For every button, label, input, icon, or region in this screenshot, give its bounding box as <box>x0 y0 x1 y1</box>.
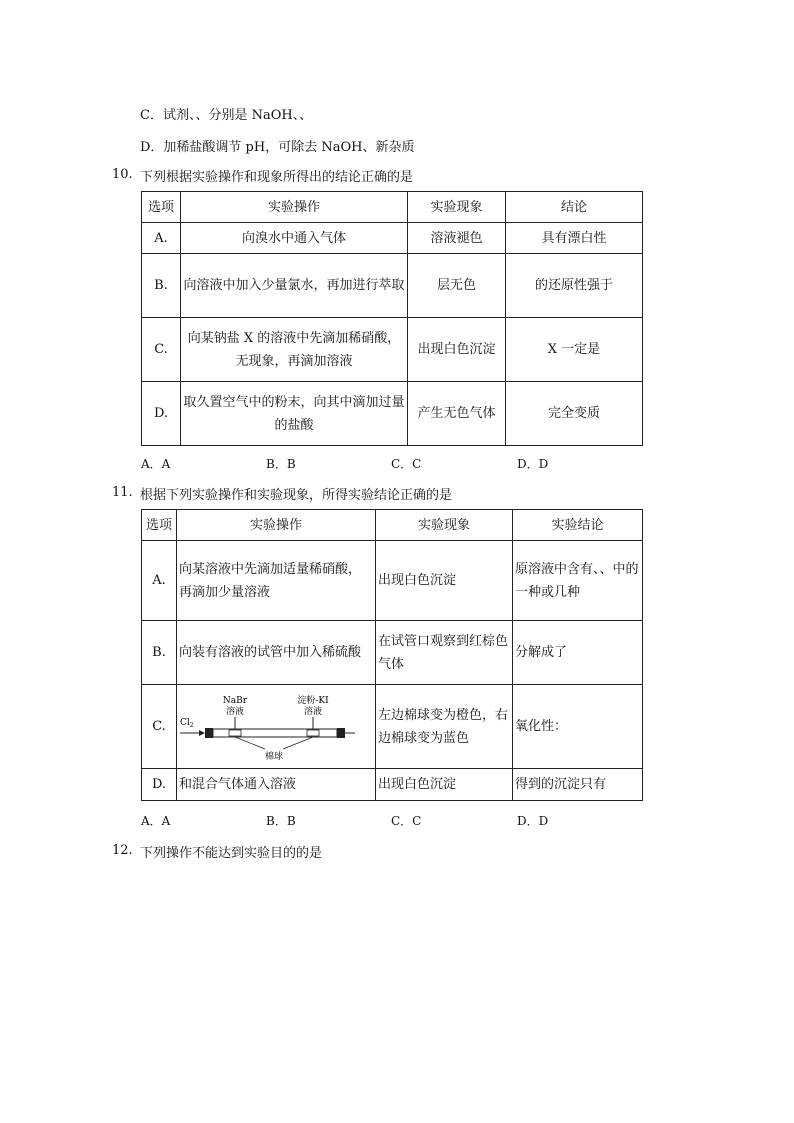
q11-row-a-operation: 向某溶液中先滴加适量稀硝酸，再滴加少量溶液 <box>177 541 376 621</box>
q10-row-c-phenomenon: 出现白色沉淀 <box>408 318 506 382</box>
table-row <box>142 769 643 801</box>
q11-number: 11. <box>112 485 133 500</box>
q10-row-b-option: B. <box>142 254 181 318</box>
q10-row-b-phenomenon: 层无色 <box>408 254 506 318</box>
table-row <box>142 318 643 382</box>
q11-header-row <box>142 510 643 541</box>
q10-stem: 下列根据实验操作和现象所得出的结论正确的是 <box>140 170 414 185</box>
q12-stem: 下列操作不能达到实验目的的是 <box>140 846 323 861</box>
right-stopper <box>337 728 345 738</box>
table-row <box>142 382 643 446</box>
ki-label-1: 淀粉-KI <box>297 695 329 706</box>
q9-option-d: D．加稀盐酸调节 pH，可除去 NaOH、新杂质 <box>140 140 415 155</box>
q11-row-b-phenomenon: 在试管口观察到红棕色气体 <box>376 621 513 685</box>
q11-choice-b: B．B <box>266 814 296 828</box>
q10-row-a-option: A. <box>142 223 181 254</box>
q11-header-conclusion: 实验结论 <box>513 510 643 541</box>
cl2-label: $Cl_2$ <box>180 717 194 729</box>
apparatus-diagram <box>177 687 374 767</box>
cotton-leader-left <box>235 737 265 749</box>
table-row <box>142 254 643 318</box>
q11-row-a-phenomenon: 出现白色沉淀 <box>376 541 513 621</box>
q10-choice-a: A．A <box>141 457 171 471</box>
q10-header-conclusion: 结论 <box>506 192 643 223</box>
q10-header-row <box>142 192 643 223</box>
table-row <box>142 685 643 769</box>
table-row <box>142 223 643 254</box>
q9-option-c: C．试剂、、分别是 NaOH、、 <box>140 108 313 123</box>
q10-row-c-option: C. <box>142 318 181 382</box>
q11-choices <box>0 812 794 832</box>
q10-row-d-conclusion: 完全变质 <box>506 382 643 446</box>
q10-header-option: 选项 <box>142 192 181 223</box>
q11-header-option: 选项 <box>142 510 177 541</box>
q10-row-c-operation: 向某钠盐 X 的溶液中先滴加稀硝酸，无现象，再滴加溶液 <box>181 318 408 382</box>
q11-choice-a: A．A <box>141 814 171 828</box>
q10-row-d-option: D. <box>142 382 181 446</box>
q10-row-b-operation: 向溶液中加入少量氯水，再加进行萃取 <box>181 254 408 318</box>
q11-choice-c: C．C <box>391 814 422 828</box>
q11-row-d-phenomenon: 出现白色沉淀 <box>376 769 513 801</box>
right-cotton-ball <box>307 730 319 736</box>
q11-row-c-apparatus-cell <box>177 685 376 769</box>
q10-choice-d: D．D <box>517 457 549 471</box>
q10-header-operation: 实验操作 <box>181 192 408 223</box>
q10-row-a-phenomenon: 溶液褪色 <box>408 223 506 254</box>
q10-choice-b: B．B <box>266 457 296 471</box>
gas-arrow-head-icon <box>199 730 205 736</box>
q10-row-d-phenomenon: 产生无色气体 <box>408 382 506 446</box>
q10-row-a-conclusion: 具有漂白性 <box>506 223 643 254</box>
q10-row-c-conclusion: X 一定是 <box>506 318 643 382</box>
left-cotton-ball <box>229 730 241 736</box>
nabr-label-2: 溶液 <box>225 706 245 717</box>
q10-row-d-operation: 取久置空气中的粉末，向其中滴加过量的盐酸 <box>181 382 408 446</box>
q11-header-phenomenon: 实验现象 <box>376 510 513 541</box>
q10-header-phenomenon: 实验现象 <box>408 192 506 223</box>
q11-row-c-phenomenon: 左边棉球变为橙色，右边棉球变为蓝色 <box>376 685 513 769</box>
q11-row-d-operation: 和混合气体通入溶液 <box>177 769 376 801</box>
q10-number: 10. <box>112 167 133 182</box>
cotton-label: 棉球 <box>264 751 284 762</box>
q11-row-a-conclusion: 原溶液中含有、、中的一种或几种 <box>513 541 643 621</box>
q11-row-b-option: B. <box>142 621 177 685</box>
q10-choices <box>0 455 794 475</box>
cotton-leader-right <box>283 737 313 749</box>
q11-row-c-conclusion: 氧化性： <box>513 685 643 769</box>
q11-stem: 根据下列实验操作和实验现象，所得实验结论正确的是 <box>140 488 453 503</box>
q10-table <box>141 191 643 446</box>
q10-choice-c: C．C <box>391 457 422 471</box>
table-row <box>142 621 643 685</box>
q11-row-c-option: C. <box>142 685 177 769</box>
q11-choice-d: D．D <box>517 814 549 828</box>
ki-label-2: 溶液 <box>303 706 323 717</box>
left-stopper <box>205 728 213 738</box>
q11-header-operation: 实验操作 <box>177 510 376 541</box>
q12-number: 12. <box>112 843 133 858</box>
q11-table <box>141 509 643 801</box>
q11-row-a-option: A. <box>142 541 177 621</box>
q10-row-b-conclusion: 的还原性强于 <box>506 254 643 318</box>
table-row <box>142 541 643 621</box>
q10-row-a-operation: 向溴水中通入气体 <box>181 223 408 254</box>
q11-row-d-option: D. <box>142 769 177 801</box>
q11-row-b-operation: 向装有溶液的试管中加入稀硫酸 <box>177 621 376 685</box>
q11-row-d-conclusion: 得到的沉淀只有 <box>513 769 643 801</box>
q11-row-b-conclusion: 分解成了 <box>513 621 643 685</box>
nabr-label-1: NaBr <box>222 695 248 706</box>
